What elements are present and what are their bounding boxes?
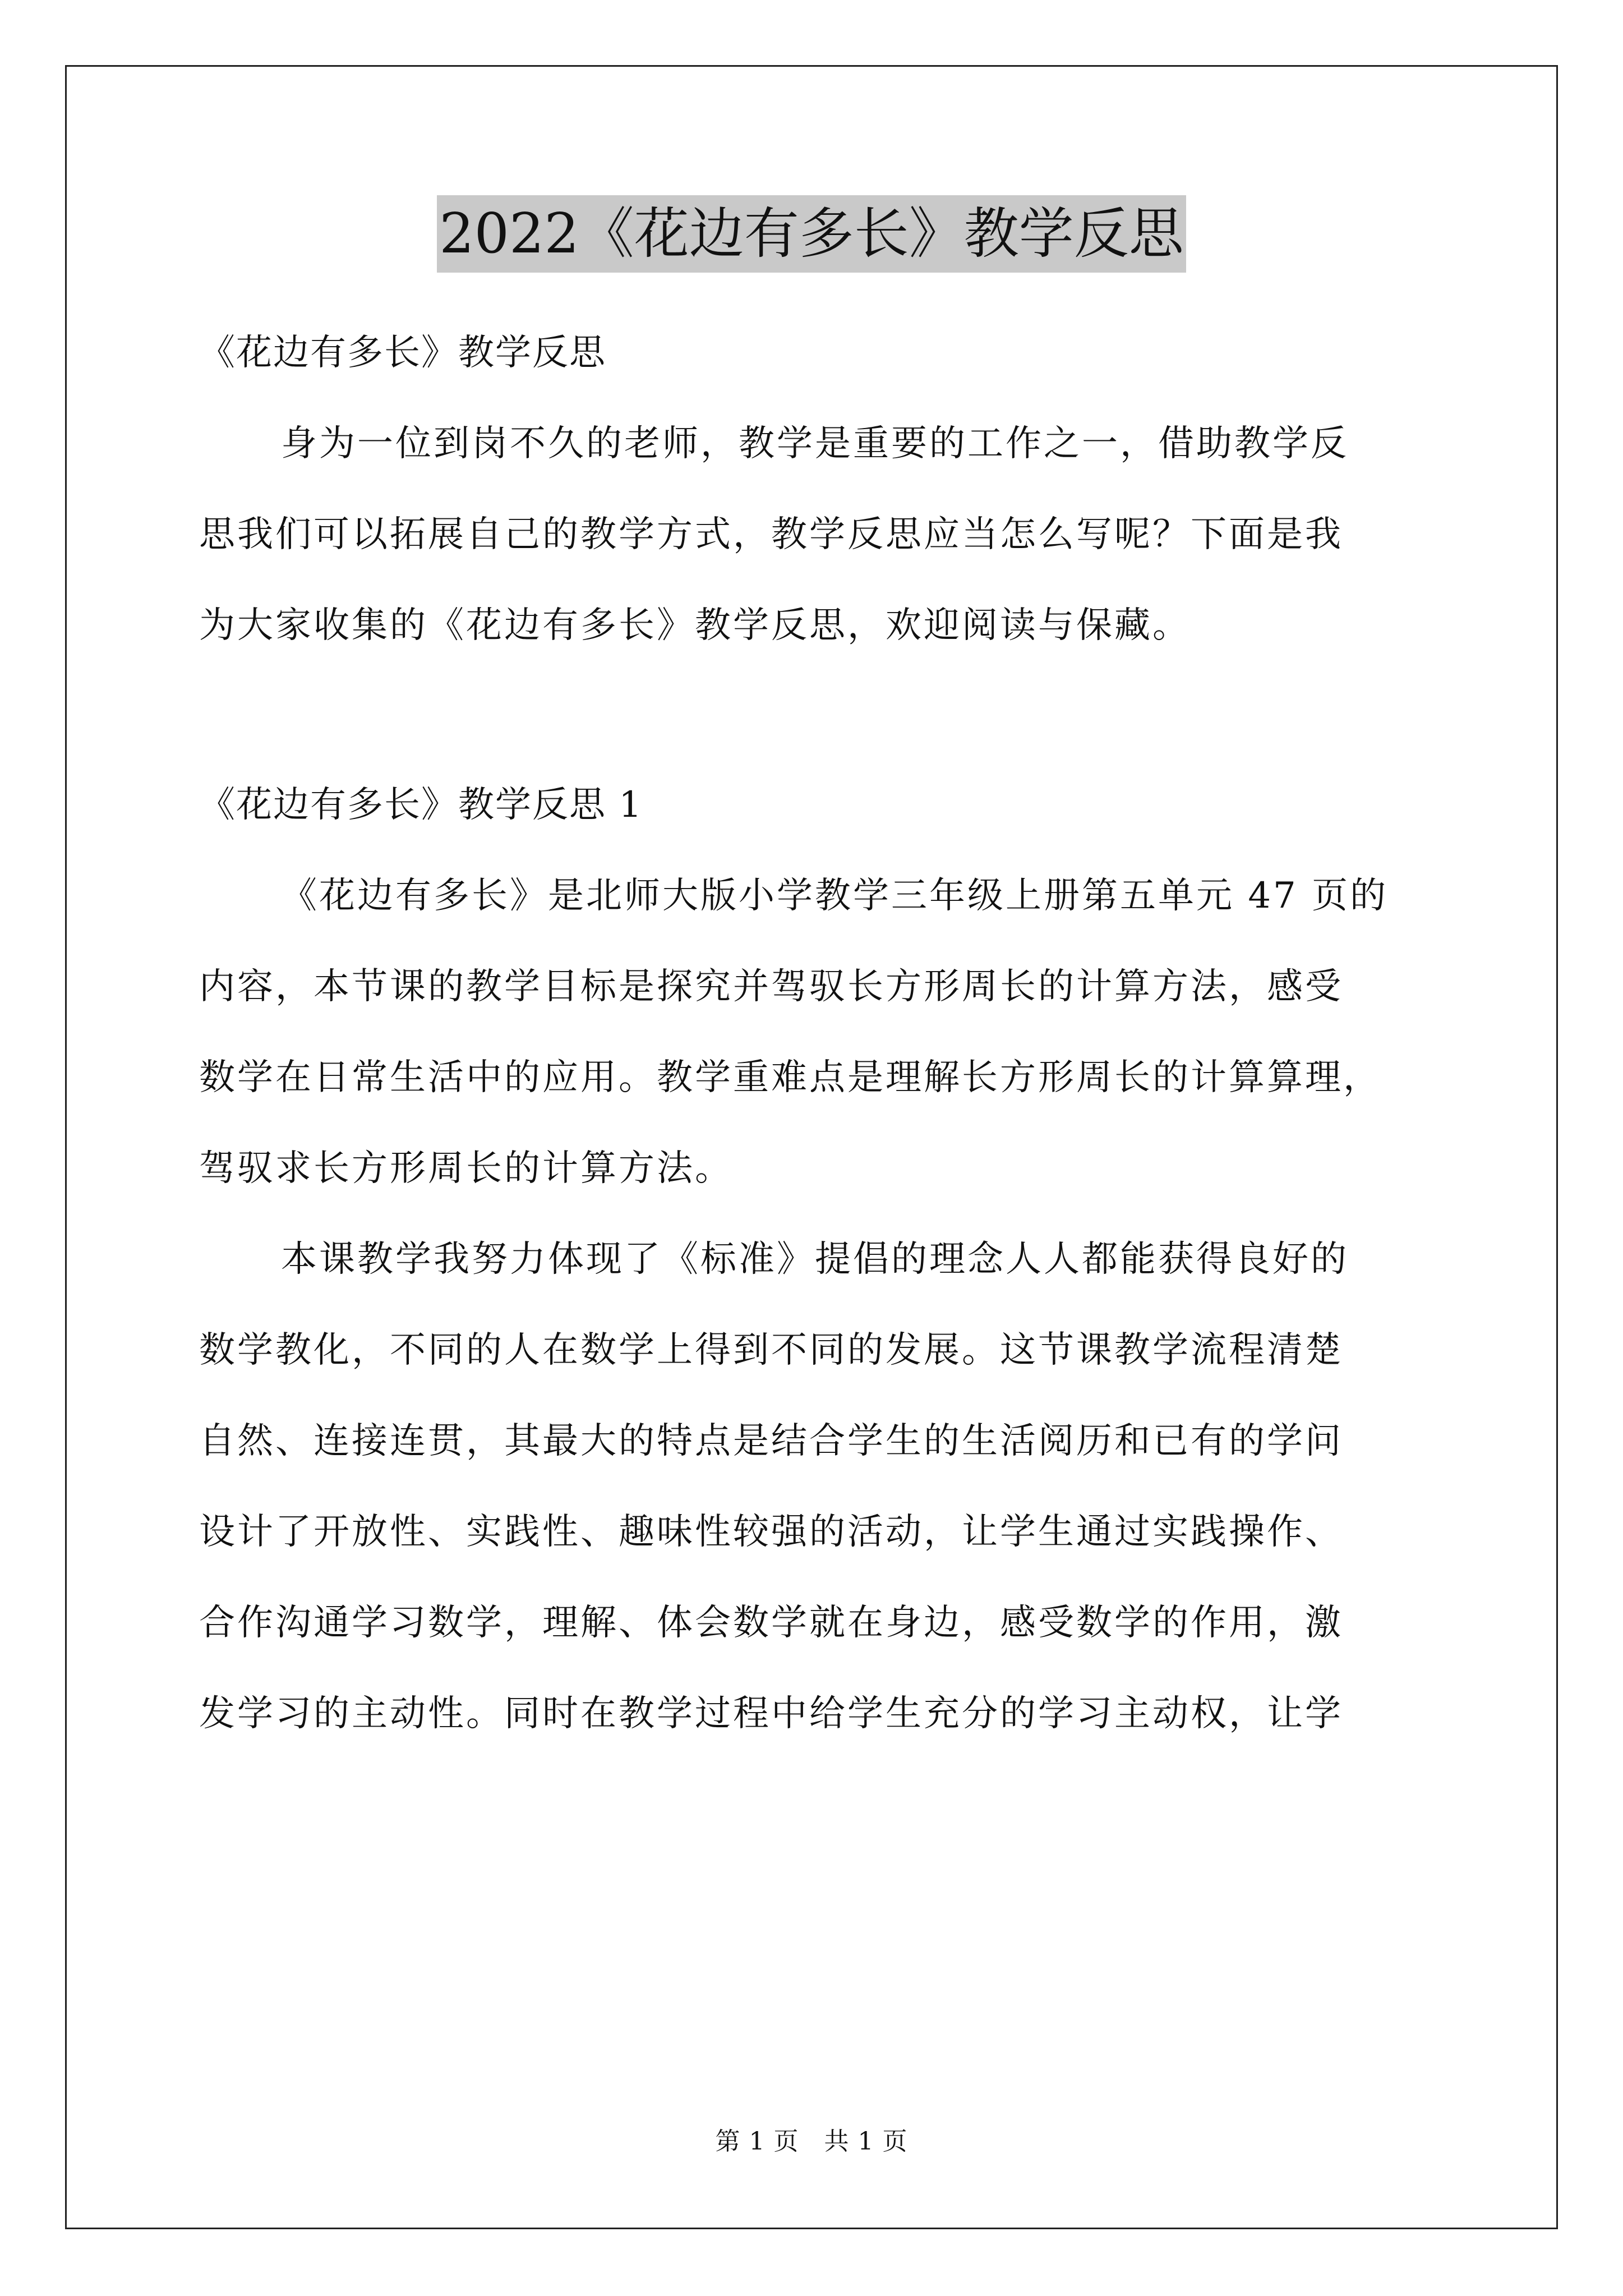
paragraph1-line-1: 《花边有多长》是北师大版小学教学三年级上册第五单元 47 页的 <box>281 875 1389 917</box>
intro-line-2: 思我们可以拓展自己的教学方式，教学反思应当怎么写呢？下面是我 <box>199 514 1343 555</box>
paragraph2-line-4: 设计了开放性、实践性、趣味性较强的活动，让学生通过实践操作、 <box>199 1511 1343 1553</box>
paragraph2-line-3: 自然、连接连贯，其最大的特点是结合学生的生活阅历和已有的学问 <box>199 1420 1343 1462</box>
section-gap <box>199 671 1461 760</box>
page-footer: 第 1 页 共 1 页 <box>715 2127 908 2156</box>
paragraph2-line-6: 发学习的主动性。同时在教学过程中给学生充分的学习主动权，让学 <box>199 1693 1343 1734</box>
document-title-text: 2022《花边有多长》教学反思 <box>437 195 1186 273</box>
paragraph1-line-4: 驾驭求长方形周长的计算方法。 <box>199 1148 733 1189</box>
document-title <box>0 195 1623 273</box>
paragraph2-line-2: 数学教化，不同的人在数学上得到不同的发展。这节课教学流程清楚 <box>199 1329 1343 1371</box>
intro-line-1: 身为一位到岗不久的老师，教学是重要的工作之一，借助教学反 <box>281 423 1349 464</box>
section-heading: 《花边有多长》教学反思 1 <box>199 784 643 826</box>
paragraph1-line-2: 内容，本节课的教学目标是探究并驾驭长方形周长的计算方法，感受 <box>199 966 1343 1007</box>
paragraph2-line-1: 本课教学我努力体现了《标准》提倡的理念人人都能获得良好的 <box>281 1239 1349 1280</box>
document-subtitle: 《花边有多长》教学反思 <box>199 332 606 374</box>
paragraph2-line-5: 合作沟通学习数学，理解、体会数学就在身边，感受数学的作用，激 <box>199 1602 1343 1644</box>
intro-line-3: 为大家收集的《花边有多长》教学反思，欢迎阅读与保藏。 <box>199 605 1191 646</box>
paragraph1-line-3: 数学在日常生活中的应用。教学重难点是理解长方形周长的计算算理， <box>199 1057 1381 1098</box>
document-body <box>199 307 1461 1759</box>
